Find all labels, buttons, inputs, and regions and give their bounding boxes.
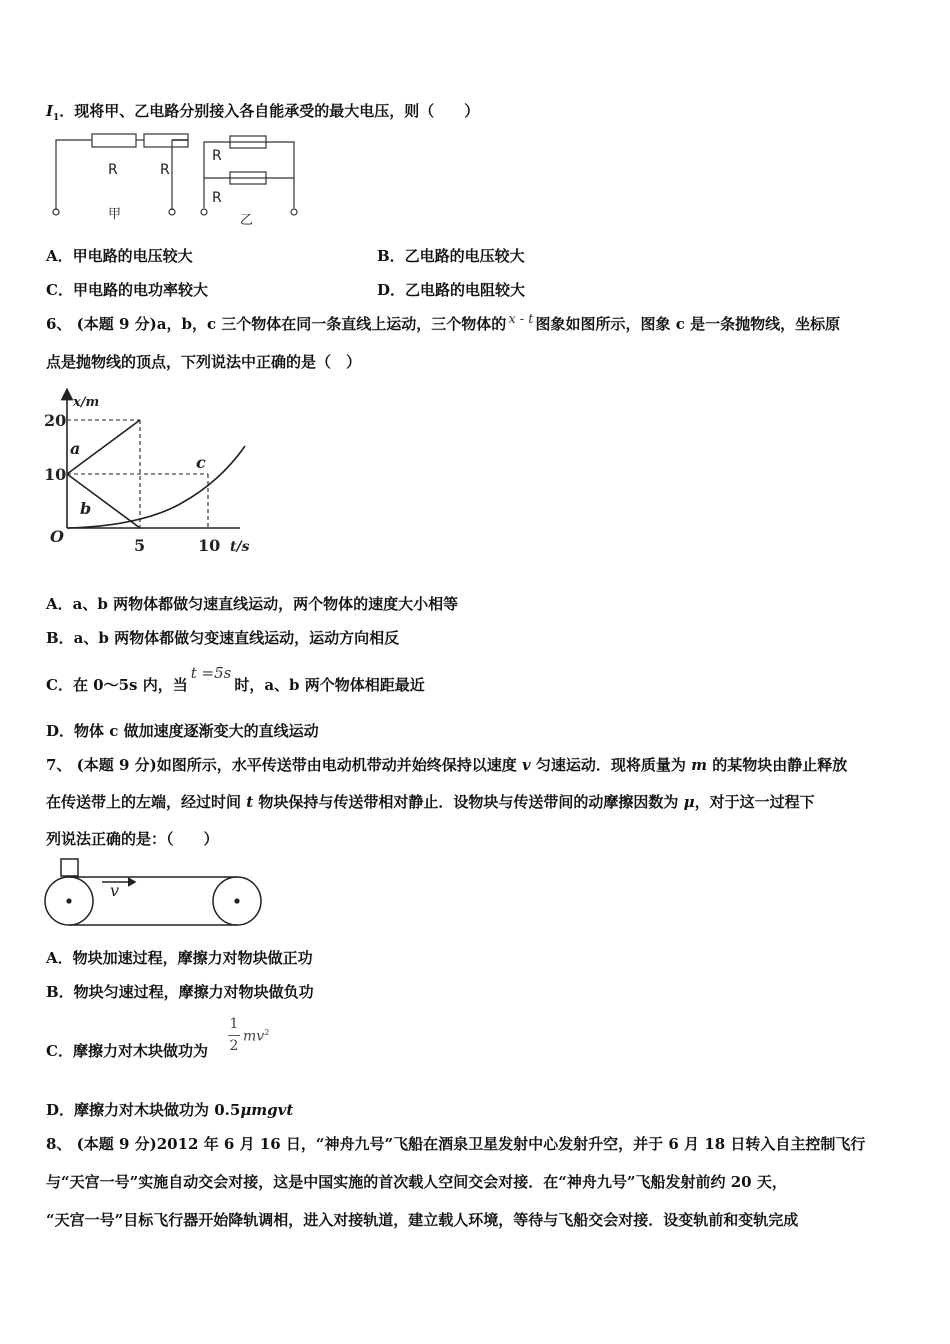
q6-stem-part2: 图象如图所示，图象 c 是一条抛物线，坐标原 xyxy=(535,315,841,333)
q7-frac-bar xyxy=(228,1035,240,1036)
q8-stem-line3: “天宫一号”目标飞行器开始降轨调相，进入对接轨道，建立载人环境，等待与飞船交会对接．设变轨前和变轨完成 xyxy=(46,1211,799,1229)
yi-r1-label: R xyxy=(212,148,222,164)
q6-option-b: B．a、b 两物体都做匀变速直线运动，运动方向相反 xyxy=(46,629,400,647)
q6-option-a: A．a、b 两物体都做匀速直线运动，两个物体的速度大小相等 xyxy=(46,595,459,613)
q5-circuit-figure-clean xyxy=(44,130,304,230)
q5-stem xyxy=(46,101,479,128)
q7-wheel-right-axle xyxy=(234,898,239,903)
q7-var-mu: μ xyxy=(683,793,695,811)
q5-option-a: A．甲电路的电压较大 xyxy=(46,247,193,265)
jia-r2-label: R xyxy=(160,162,170,178)
q7-wheel-left-axle xyxy=(66,898,71,903)
q7-frac-num: 1 xyxy=(229,1016,239,1032)
q6-xt-graph xyxy=(40,386,260,556)
q7-mv xyxy=(243,1028,269,1045)
q5-option-c: C．甲电路的电功率较大 xyxy=(46,281,208,299)
q6-xt-formula: x - t xyxy=(508,312,534,327)
q7-option-b: B．物块匀速过程，摩擦力对物块做负功 xyxy=(46,983,314,1001)
q6-curve-c xyxy=(67,446,245,528)
q7-mv-text: mv xyxy=(243,1028,265,1045)
q6-tick-10: 10 xyxy=(44,465,67,484)
q7-frac-den: 2 xyxy=(229,1038,239,1054)
q6-option-c-part1: C．在 0～5s 内，当 xyxy=(46,676,188,694)
jia-resistor-1 xyxy=(92,134,136,147)
q6-tick-20: 20 xyxy=(44,411,67,430)
q6-stem-line1 xyxy=(46,314,840,336)
q7-option-d xyxy=(46,1100,293,1120)
q7-var-v: v xyxy=(521,756,531,774)
q5-option-d: D．乙电路的电阻较大 xyxy=(377,281,526,299)
q5-stem-symbol: I xyxy=(46,102,54,120)
q7-line2-part3: ，对于这一过程下 xyxy=(694,793,815,811)
yi-terminal-right xyxy=(291,209,297,215)
q7-conveyor-figure xyxy=(42,856,266,932)
q7-var-m: m xyxy=(691,756,708,774)
q5-option-b: B．乙电路的电压较大 xyxy=(377,247,525,265)
q8-stem-line2: 与“天宫一号”实施自动交会对接，这是中国实施的首次载人空间交会对接．在“神舟九号”飞船发射前约 20 天， xyxy=(46,1173,787,1191)
jia-label: 甲 xyxy=(108,207,122,222)
q7-option-a: A．物块加速过程，摩擦力对物块做正功 xyxy=(46,949,313,967)
q7-mv-exp: 2 xyxy=(264,1028,270,1037)
q7-line2-part2: 物块保持与传送带相对静止．设物块与传送带间的动摩擦因数为 xyxy=(253,793,684,811)
q7-v-label: v xyxy=(110,881,120,900)
q6-line-b xyxy=(67,474,140,528)
q7-stem-line3: 列说法正确的是：（ ） xyxy=(46,830,219,848)
q6-option-c-formula: t =5s xyxy=(190,664,232,682)
q6-x-label: t/s xyxy=(230,539,250,555)
q7-option-c-text: C．摩擦力对木块做功为 xyxy=(46,1042,208,1060)
q8-stem-line1: 8、 (本题 9 分)2012 年 6 月 16 日，“神舟九号”飞船在酒泉卫星发射中心发射升空，并于 6 月 18 日转入自主控制飞行 xyxy=(46,1135,866,1153)
q7-block xyxy=(61,859,78,876)
q7-line1-part1: 7、 (本题 9 分)如图所示，水平传送带由电动机带动并始终保持以速度 xyxy=(46,756,522,774)
q7-line2-part1: 在传送带上的左端，经过时间 xyxy=(46,793,247,811)
q7-stem-line2 xyxy=(46,792,815,812)
q6-y-label: x/m xyxy=(73,395,100,410)
q7-line1-part3: 的某物块由静止释放 xyxy=(707,756,848,774)
q6-option-c xyxy=(46,664,425,695)
q6-option-d: D．物体 c 做加速度逐渐变大的直线运动 xyxy=(46,722,319,740)
q6-label-c: c xyxy=(196,453,206,472)
jia-r1-label: R xyxy=(108,162,118,178)
q7-option-d-part1: D．摩擦力对木块做功为 0.5 xyxy=(46,1101,241,1119)
yi-label: 乙 xyxy=(240,213,254,228)
yi-terminal-left xyxy=(201,209,207,215)
q6-stem-part1: 6、 (本题 9 分)a，b，c 三个物体在同一条直线上运动，三个物体的 xyxy=(46,315,507,333)
q7-stem-line1 xyxy=(46,755,847,775)
q6-label-b: b xyxy=(80,499,92,518)
q7-line1-part2: 匀速运动．现将质量为 xyxy=(530,756,692,774)
jia-wire-left xyxy=(56,140,92,210)
q5-stem-sub: 1 xyxy=(53,113,60,123)
q6-label-a: a xyxy=(70,439,81,458)
yi-r2-label: R xyxy=(212,190,222,206)
q6-origin: O xyxy=(50,527,64,546)
q6-tick-t10: 10 xyxy=(198,536,221,555)
q7-var-t: t xyxy=(246,793,254,811)
q7-option-d-part2: μmgvt xyxy=(240,1101,294,1119)
q6-tick-5: 5 xyxy=(134,536,146,555)
q6-stem-line2: 点是抛物线的顶点，下列说法中正确的是（ ） xyxy=(46,353,362,371)
q6-option-c-part2: 时，a、b 两个物体相距最近 xyxy=(234,676,425,694)
q5-stem-text: ．现将甲、乙电路分别接入各自能承受的最大电压，则（ ） xyxy=(59,102,480,120)
q7-option-c xyxy=(46,1041,208,1061)
